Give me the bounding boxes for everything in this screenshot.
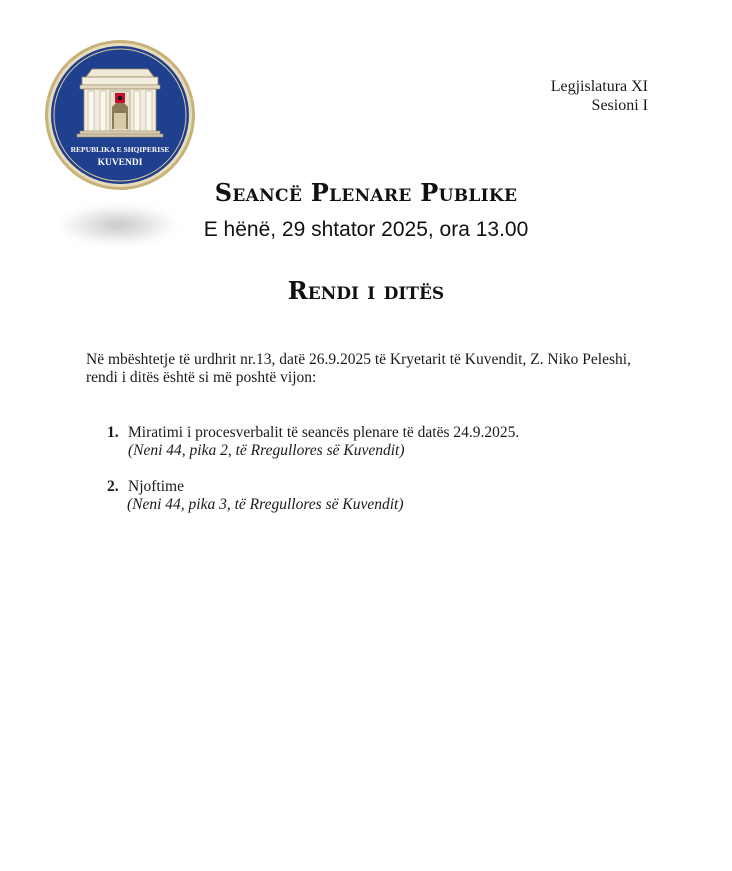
agenda-item-reference: (Neni 44, pika 2, të Rregullores së Kuvendit) <box>128 442 405 459</box>
agenda-heading: Rendi i ditës <box>287 276 445 305</box>
legislature-block <box>551 77 648 115</box>
agenda-item-reference: (Neni 44, pika 3, të Rregullores së Kuvendit) <box>127 496 404 513</box>
session-label: Sesioni I <box>591 97 648 114</box>
seal-text-republic: REPUBLIKA E SHQIPERISE <box>70 145 170 154</box>
intro-line-2: rendi i ditës është si më poshtë vijon: <box>86 369 317 386</box>
agenda-item-text: Miratimi i procesverbalit të seancës plenare të datës 24.9.2025. <box>128 424 520 441</box>
session-date: E hënë, 29 shtator 2025, ora 13.00 <box>203 218 529 241</box>
intro-paragraph <box>86 351 666 387</box>
agenda-item <box>107 478 404 514</box>
agenda-item-number: 2. <box>107 478 119 495</box>
intro-line-1: Në mbështetje të urdhrit nr.13, datë 26.9.2025 të Kryetarit të Kuvendit, Z. Niko Peleshi, <box>86 351 631 368</box>
kuvendi-seal-icon <box>44 39 196 191</box>
page-title: Seancë Plenare Publike <box>214 178 518 207</box>
agenda-item <box>107 424 519 460</box>
agenda-item-number: 1. <box>107 424 119 441</box>
seal-text-kuvendi: KUVENDI <box>97 158 143 168</box>
agenda-item-text: Njoftime <box>128 478 184 495</box>
legislature-label: Legjislatura XI <box>550 78 648 95</box>
